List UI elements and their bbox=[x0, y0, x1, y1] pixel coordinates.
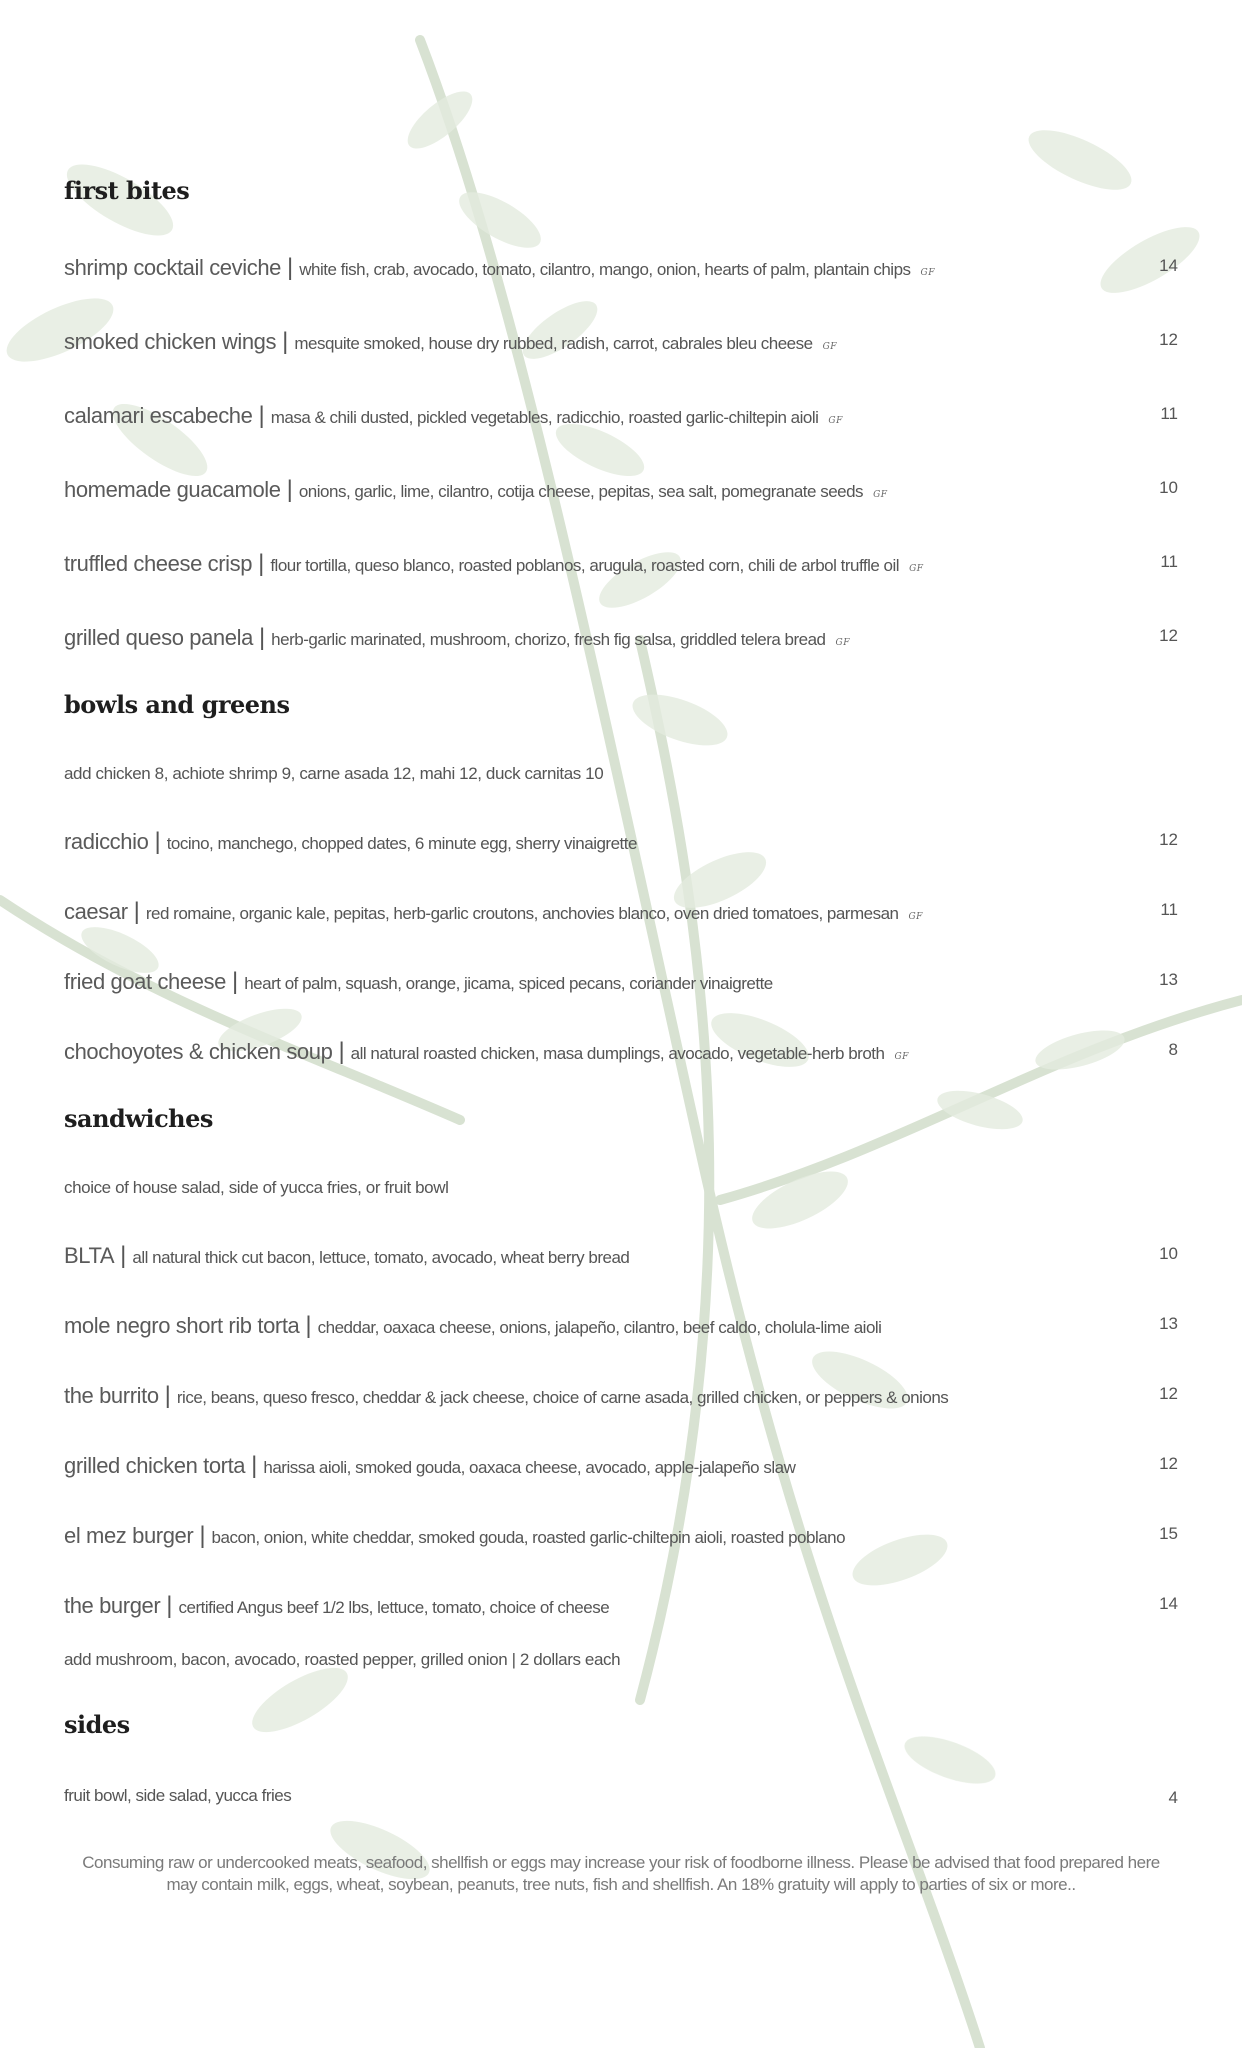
item-description: white fish, crab, avocado, tomato, cilantro, mango, onion, hearts of palm, plantain chips bbox=[299, 260, 911, 279]
menu-item bbox=[64, 1522, 1178, 1550]
item-description: masa & chili dusted, pickled vegetables, radicchio, roasted garlic-chiltepin aioli bbox=[270, 408, 819, 427]
item-description: tocino, manchego, chopped dates, 6 minute egg, sherry vinaigrette bbox=[166, 834, 637, 853]
section-heading-first-bites: first bites bbox=[64, 176, 190, 205]
disclaimer-line: may contain milk, eggs, wheat, soybean, peanuts, tree nuts, fish and shellfish. An 18% gratuity will apply to parties of six or more.. bbox=[166, 1875, 1076, 1894]
menu-item bbox=[64, 898, 1178, 926]
item-price: 10 bbox=[1159, 478, 1178, 497]
addons-note: add chicken 8, achiote shrimp 9, carne asada 12, mahi 12, duck carnitas 10 bbox=[64, 764, 604, 783]
gluten-free-badge: GF bbox=[909, 564, 924, 574]
item-name: smoked chicken wings bbox=[64, 329, 277, 354]
menu-item bbox=[64, 1038, 1178, 1066]
item-name: caesar bbox=[64, 899, 128, 924]
item-separator: | bbox=[166, 1592, 173, 1619]
gluten-free-badge: GF bbox=[908, 912, 923, 922]
item-price: 12 bbox=[1159, 626, 1178, 645]
burger-addons-note: add mushroom, bacon, avocado, roasted pepper, grilled onion | 2 dollars each bbox=[64, 1650, 621, 1669]
gluten-free-badge: GF bbox=[873, 490, 888, 500]
item-name: shrimp cocktail ceviche bbox=[64, 255, 281, 280]
gluten-free-badge: GF bbox=[920, 268, 935, 278]
item-separator: | bbox=[251, 1452, 258, 1479]
item-separator: | bbox=[120, 1242, 127, 1269]
menu-item bbox=[64, 624, 1178, 652]
item-description: rice, beans, queso fresco, cheddar & jack cheese, choice of carne asada, grilled chicken, or peppers & onions bbox=[176, 1388, 949, 1407]
item-description: herb-garlic marinated, mushroom, chorizo, fresh fig salsa, griddled telera bread bbox=[271, 630, 826, 649]
item-price: 12 bbox=[1159, 1384, 1178, 1403]
item-price: 11 bbox=[1160, 900, 1178, 919]
item-name: grilled queso panela bbox=[64, 625, 253, 650]
item-description: mesquite smoked, house dry rubbed, radish, carrot, cabrales bleu cheese bbox=[294, 334, 813, 353]
menu-item bbox=[64, 476, 1178, 504]
item-separator: | bbox=[154, 828, 161, 855]
item-price: 13 bbox=[1159, 1314, 1178, 1333]
item-name: the burrito bbox=[64, 1383, 159, 1408]
sides-choice-note: choice of house salad, side of yucca fries, or fruit bowl bbox=[64, 1178, 449, 1197]
gluten-free-badge: GF bbox=[835, 638, 850, 648]
menu-item bbox=[64, 1592, 1178, 1620]
item-price: 13 bbox=[1159, 970, 1178, 989]
menu-item bbox=[64, 1786, 1178, 1806]
item-description: onions, garlic, lime, cilantro, cotija cheese, pepitas, sea salt, pomegranate seeds bbox=[298, 482, 864, 501]
item-description: red romaine, organic kale, pepitas, herb-garlic croutons, anchovies blanco, oven dried tomatoes, parmesan bbox=[145, 904, 899, 923]
gluten-free-badge: GF bbox=[822, 342, 838, 352]
menu-item bbox=[64, 828, 1178, 856]
item-name: truffled cheese crisp bbox=[64, 551, 253, 576]
item-separator: | bbox=[258, 550, 265, 577]
item-price: 4 bbox=[1168, 1788, 1178, 1807]
menu-item bbox=[64, 1382, 1178, 1410]
item-name: fried goat cheese bbox=[64, 969, 226, 994]
item-name: fruit bowl, side salad, yucca fries bbox=[64, 1786, 292, 1805]
menu-item bbox=[64, 968, 1178, 996]
item-description: cheddar, oaxaca cheese, onions, jalapeño, cilantro, beef caldo, cholula-lime aioli bbox=[317, 1318, 882, 1337]
item-name: radicchio bbox=[64, 829, 149, 854]
item-separator: | bbox=[282, 328, 289, 355]
item-separator: | bbox=[231, 968, 239, 995]
item-separator: | bbox=[258, 402, 265, 429]
section-heading-sides: sides bbox=[64, 1710, 130, 1739]
section-heading-bowls-and-greens: bowls and greens bbox=[64, 690, 290, 719]
item-separator: | bbox=[133, 898, 140, 925]
item-name: el mez burger bbox=[64, 1523, 194, 1548]
item-description: all natural thick cut bacon, lettuce, tomato, avocado, wheat berry bread bbox=[132, 1248, 630, 1267]
item-name: grilled chicken torta bbox=[64, 1453, 246, 1478]
item-name: BLTA bbox=[64, 1243, 115, 1268]
gluten-free-badge: GF bbox=[894, 1052, 909, 1062]
item-separator: | bbox=[164, 1382, 171, 1409]
item-separator: | bbox=[305, 1312, 312, 1339]
item-price: 8 bbox=[1168, 1040, 1178, 1059]
item-price: 15 bbox=[1159, 1524, 1178, 1543]
item-separator: | bbox=[286, 476, 293, 503]
item-price: 12 bbox=[1159, 830, 1178, 849]
item-name: the burger bbox=[64, 1593, 161, 1618]
item-separator: | bbox=[258, 624, 266, 651]
menu-item bbox=[64, 1452, 1178, 1480]
item-name: homemade guacamole bbox=[64, 477, 281, 502]
item-price: 12 bbox=[1159, 1454, 1178, 1473]
item-separator: | bbox=[338, 1038, 345, 1065]
menu-item bbox=[64, 254, 1178, 282]
menu-item bbox=[64, 328, 1178, 356]
item-price: 14 bbox=[1159, 1594, 1178, 1613]
section-heading-sandwiches: sandwiches bbox=[64, 1104, 213, 1133]
item-separator: | bbox=[287, 254, 294, 281]
item-price: 12 bbox=[1159, 330, 1178, 349]
item-name: chochoyotes & chicken soup bbox=[64, 1039, 333, 1064]
item-description: certified Angus beef 1/2 lbs, lettuce, tomato, choice of cheese bbox=[178, 1598, 610, 1617]
item-name: mole negro short rib torta bbox=[64, 1313, 300, 1338]
item-description: bacon, onion, white cheddar, smoked gouda, roasted garlic-chiltepin aioli, roasted poblano bbox=[211, 1528, 846, 1547]
disclaimer-line: Consuming raw or undercooked meats, seafood, shellfish or eggs may increase your risk of foodborne illness. Please be advised that food prepared here bbox=[82, 1853, 1160, 1872]
menu-item bbox=[64, 550, 1178, 578]
gluten-free-badge: GF bbox=[828, 416, 843, 426]
item-description: flour tortilla, queso blanco, roasted poblanos, arugula, roasted corn, chili de arbol truffle oil bbox=[270, 556, 900, 575]
item-price: 14 bbox=[1159, 256, 1178, 275]
item-price: 11 bbox=[1160, 404, 1178, 423]
item-price: 11 bbox=[1160, 552, 1178, 571]
item-name: calamari escabeche bbox=[64, 403, 253, 428]
menu-item bbox=[64, 402, 1178, 430]
item-price: 10 bbox=[1159, 1244, 1178, 1263]
item-description: harissa aioli, smoked gouda, oaxaca cheese, avocado, apple-jalapeño slaw bbox=[263, 1458, 796, 1477]
menu-item bbox=[64, 1242, 1178, 1270]
item-description: heart of palm, squash, orange, jicama, spiced pecans, coriander vinaigrette bbox=[244, 974, 773, 993]
item-description: all natural roasted chicken, masa dumplings, avocado, vegetable-herb broth bbox=[350, 1044, 885, 1063]
food-safety-disclaimer bbox=[40, 1852, 1202, 1896]
item-separator: | bbox=[199, 1522, 206, 1549]
menu-item bbox=[64, 1312, 1178, 1340]
